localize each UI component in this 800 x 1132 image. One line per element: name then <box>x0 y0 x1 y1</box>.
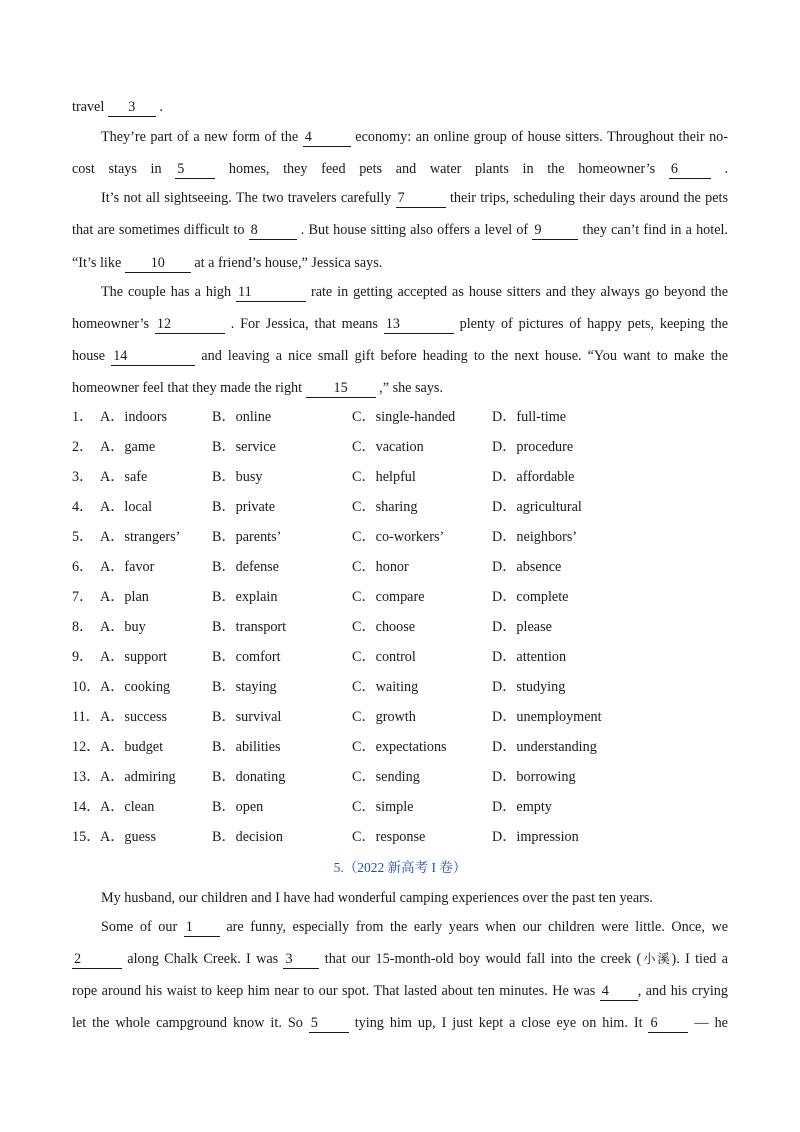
text: . But house sitting also offers a level of <box>296 222 533 238</box>
option-a[interactable]: A．cooking <box>100 679 171 695</box>
text: The couple has a high <box>101 284 237 300</box>
option-row <box>72 437 728 457</box>
option-row <box>72 707 728 727</box>
option-a[interactable]: A．budget <box>100 739 164 755</box>
option-c[interactable]: C．sharing <box>352 499 418 515</box>
option-a[interactable]: A．game <box>100 439 156 455</box>
question-number: 9． <box>72 649 94 665</box>
option-b[interactable]: B．explain <box>212 589 278 605</box>
option-c[interactable]: C．choose <box>352 619 416 635</box>
option-row <box>72 647 728 667</box>
passage-line <box>72 282 728 302</box>
text: . <box>155 99 163 115</box>
question-number: 11． <box>72 709 100 725</box>
passage-line <box>72 378 728 398</box>
text: — he <box>688 1015 728 1031</box>
option-b[interactable]: B．transport <box>212 619 287 635</box>
option-a[interactable]: A．buy <box>100 619 146 635</box>
option-c[interactable]: C．control <box>352 649 416 665</box>
text: that are sometimes difficult to <box>72 222 249 238</box>
blank-2[interactable]: 2 <box>72 951 122 969</box>
option-d[interactable]: D．studying <box>492 679 566 695</box>
option-d[interactable]: D．empty <box>492 799 552 815</box>
text: tying him up, I just kept a close eye on him. It <box>348 1015 649 1031</box>
blank-10[interactable]: 10 <box>125 255 191 273</box>
passage-line <box>72 917 728 937</box>
text: They’re part of a new form of the <box>101 129 303 145</box>
passage-line <box>72 159 728 179</box>
option-b[interactable]: B．staying <box>212 679 277 695</box>
text: homes, they feed pets and water plants in the homeowner’s <box>215 161 669 177</box>
option-c[interactable]: C．compare <box>352 589 425 605</box>
passage-line <box>72 97 728 117</box>
option-d[interactable]: D．complete <box>492 589 569 605</box>
option-c[interactable]: C．simple <box>352 799 414 815</box>
option-d[interactable]: D．understanding <box>492 739 597 755</box>
text: they can’t find in a hotel. <box>578 222 728 238</box>
option-d[interactable]: D．absence <box>492 559 562 575</box>
blank-6[interactable]: 6 <box>669 161 711 179</box>
option-b[interactable]: B．decision <box>212 829 283 845</box>
option-b[interactable]: B．busy <box>212 469 263 485</box>
text: and leaving a nice small gift before heading to the next house. “You want to make the <box>195 348 728 364</box>
text: plenty of pictures of happy pets, keeping the <box>453 316 729 332</box>
option-c[interactable]: C．waiting <box>352 679 419 695</box>
question-number: 3． <box>72 469 94 485</box>
option-a[interactable]: A．safe <box>100 469 148 485</box>
option-a[interactable]: A．admiring <box>100 769 176 785</box>
blank-14[interactable]: 14 <box>111 348 195 366</box>
text: are funny, especially from the early years when our children were little. Once, we <box>219 919 728 935</box>
text: house <box>72 348 112 364</box>
option-c[interactable]: C．growth <box>352 709 416 725</box>
option-d[interactable]: D．unemployment <box>492 709 602 725</box>
blank-12[interactable]: 12 <box>155 316 225 334</box>
option-d[interactable]: D．affordable <box>492 469 575 485</box>
passage-line <box>72 127 728 147</box>
text: rope around his waist to keep him near to our spot. That lasted about ten minutes. He was <box>72 983 600 999</box>
question-number: 6． <box>72 559 94 575</box>
text: along Chalk Creek. I was <box>122 951 284 967</box>
option-a[interactable]: A．clean <box>100 799 155 815</box>
question-number: 1． <box>72 409 94 425</box>
option-d[interactable]: D．attention <box>492 649 567 665</box>
blank-7[interactable]: 7 <box>396 190 446 208</box>
text: that our 15-month-old boy would fall into the creek ( <box>319 951 642 967</box>
option-b[interactable]: B．service <box>212 439 276 455</box>
text: let the whole campground know it. So <box>72 1015 309 1031</box>
option-row <box>72 407 728 427</box>
option-c[interactable]: C．sending <box>352 769 420 785</box>
passage-line <box>72 220 728 240</box>
section-heading: 5.（2022 新高考 I 卷） <box>333 860 467 875</box>
passage-line <box>72 1013 728 1033</box>
option-c[interactable]: C．expectations <box>352 739 447 755</box>
passage-line: My husband, our children and I have had wonderful camping experiences over the past ten years. <box>101 890 653 906</box>
option-c[interactable]: C．co-workers’ <box>352 529 445 545</box>
question-number: 15． <box>72 829 101 845</box>
option-a[interactable]: A．support <box>100 649 167 665</box>
blank-1[interactable]: 1 <box>184 919 220 937</box>
option-row <box>72 617 728 637</box>
text: homeowner feel that they made the right <box>72 380 306 396</box>
question-number: 8． <box>72 619 94 635</box>
blank-9[interactable]: 9 <box>532 222 578 240</box>
blank-13[interactable]: 13 <box>384 316 454 334</box>
option-d[interactable]: D．full-time <box>492 409 567 425</box>
option-d[interactable]: D．procedure <box>492 439 574 455</box>
question-number: 10． <box>72 679 101 695</box>
question-number: 5． <box>72 529 94 545</box>
text: Some of our <box>101 919 184 935</box>
text: . <box>710 161 729 177</box>
question-number: 4． <box>72 499 94 515</box>
text: economy: an online group of house sitters. Throughout their no- <box>350 129 728 145</box>
passage-line <box>72 346 728 366</box>
option-row <box>72 767 728 787</box>
option-a[interactable]: A．strangers’ <box>100 529 181 545</box>
option-c[interactable]: C．honor <box>352 559 409 575</box>
text: rate in getting accepted as house sitters and they always go beyond the <box>306 284 729 300</box>
option-row <box>72 797 728 817</box>
option-row <box>72 527 728 547</box>
option-b[interactable]: B．private <box>212 499 276 515</box>
passage-line <box>72 314 728 334</box>
option-a[interactable]: A．success <box>100 709 167 725</box>
blank-5[interactable]: 5 <box>309 1015 349 1033</box>
option-row <box>72 737 728 757</box>
option-a[interactable]: A．favor <box>100 559 155 575</box>
option-row <box>72 557 728 577</box>
option-b[interactable]: B．comfort <box>212 649 281 665</box>
blank-4[interactable]: 4 <box>600 983 638 1001</box>
option-c[interactable]: C．vacation <box>352 439 424 455</box>
question-number: 13． <box>72 769 101 785</box>
option-row <box>72 497 728 517</box>
text: . For Jessica, that means <box>224 316 384 332</box>
option-b[interactable]: B．survival <box>212 709 282 725</box>
passage-line <box>72 188 728 208</box>
option-row <box>72 467 728 487</box>
option-a[interactable]: A．indoors <box>100 409 167 425</box>
question-number: 2． <box>72 439 94 455</box>
option-a[interactable]: A．plan <box>100 589 149 605</box>
passage-line <box>72 253 728 273</box>
text: It’s not all sightseeing. The two travelers carefully <box>101 190 396 206</box>
passage-line <box>72 949 728 969</box>
blank-5[interactable]: 5 <box>175 161 215 179</box>
blank-3[interactable]: 3 <box>108 99 156 117</box>
blank-11[interactable]: 11 <box>236 284 306 302</box>
blank-4[interactable]: 4 <box>303 129 351 147</box>
option-row <box>72 827 728 847</box>
option-c[interactable]: C．single-handed <box>352 409 456 425</box>
option-d[interactable]: D．please <box>492 619 552 635</box>
text: their trips, scheduling their days around the pets <box>445 190 729 206</box>
option-d[interactable]: D．impression <box>492 829 579 845</box>
blank-15[interactable]: 15 <box>306 380 376 398</box>
text: , and his crying <box>637 983 728 999</box>
question-number: 14． <box>72 799 101 815</box>
option-b[interactable]: B．parents’ <box>212 529 282 545</box>
question-number: 7． <box>72 589 94 605</box>
option-b[interactable]: B．defense <box>212 559 279 575</box>
option-row <box>72 587 728 607</box>
option-a[interactable]: A．local <box>100 499 153 515</box>
text: ,” she says. <box>375 380 444 396</box>
text: travel <box>72 99 108 115</box>
text: 小溪 <box>641 951 672 966</box>
option-d[interactable]: D．neighbors’ <box>492 529 578 545</box>
blank-3[interactable]: 3 <box>283 951 319 969</box>
option-b[interactable]: B．online <box>212 409 272 425</box>
text: at a friend’s house,” Jessica says. <box>190 255 383 271</box>
option-c[interactable]: C．helpful <box>352 469 416 485</box>
option-b[interactable]: B．open <box>212 799 264 815</box>
option-b[interactable]: B．donating <box>212 769 286 785</box>
text: cost stays in <box>72 161 176 177</box>
option-d[interactable]: D．borrowing <box>492 769 576 785</box>
option-a[interactable]: A．guess <box>100 829 156 845</box>
text: homeowner’s <box>72 316 155 332</box>
option-row <box>72 677 728 697</box>
option-c[interactable]: C．response <box>352 829 426 845</box>
blank-8[interactable]: 8 <box>249 222 297 240</box>
passage-line <box>72 981 728 1001</box>
text: “It’s like <box>72 255 125 271</box>
blank-6[interactable]: 6 <box>648 1015 688 1033</box>
option-d[interactable]: D．agricultural <box>492 499 582 515</box>
question-number: 12． <box>72 739 101 755</box>
text: ). I tied a <box>671 951 728 967</box>
option-b[interactable]: B．abilities <box>212 739 281 755</box>
